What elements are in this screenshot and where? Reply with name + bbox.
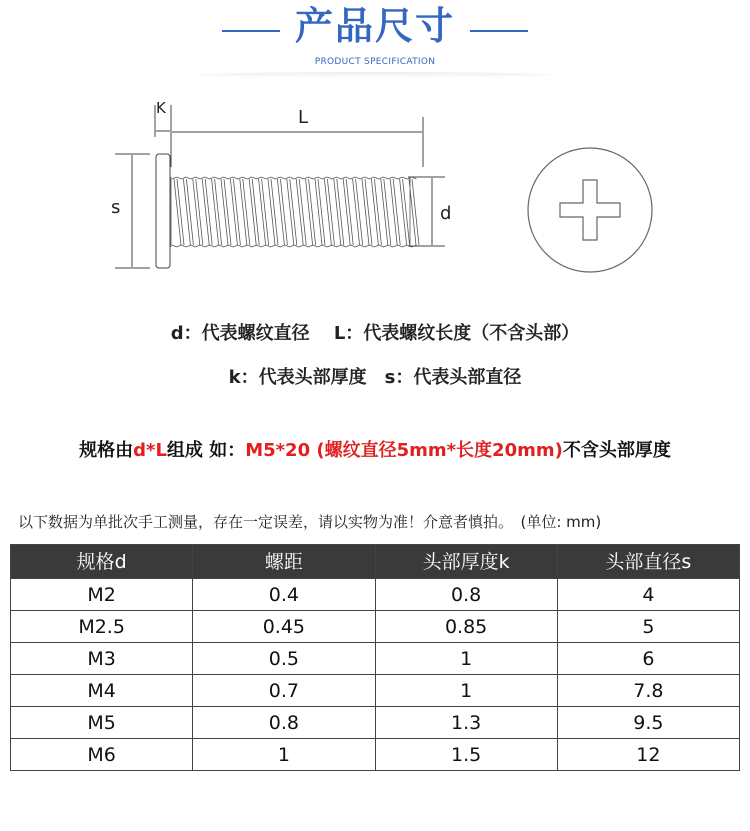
- table-cell: 9.5: [557, 707, 739, 739]
- table-cell: M6: [11, 739, 193, 771]
- phillips-head-icon: [525, 145, 655, 275]
- table-cell: 1.5: [375, 739, 557, 771]
- table-cell: 5: [557, 611, 739, 643]
- table-cell: 7.8: [557, 675, 739, 707]
- legend-line-1: d：代表螺纹直径 L：代表螺纹长度（不含头部）: [170, 323, 580, 344]
- table-row: [11, 579, 740, 611]
- col-header: 头部厚度k: [375, 545, 557, 579]
- table-row: [11, 739, 740, 771]
- table-cell: 1: [375, 643, 557, 675]
- table-cell: M4: [11, 675, 193, 707]
- table-cell: 4: [557, 579, 739, 611]
- divider: [222, 30, 280, 32]
- spec-format: 规格由d*L组成 如：M5*20 (螺纹直径5mm*长度20mm)不含头部厚度: [79, 440, 671, 461]
- label-d: d: [440, 203, 452, 224]
- table-cell: 1: [375, 675, 557, 707]
- table-cell: M5: [11, 707, 193, 739]
- table-cell: 6: [557, 643, 739, 675]
- table-cell: 0.85: [375, 611, 557, 643]
- table-cell: M2: [11, 579, 193, 611]
- label-l: L: [298, 107, 309, 128]
- table-row: [11, 707, 740, 739]
- table-cell: 0.45: [193, 611, 375, 643]
- table-cell: 0.8: [193, 707, 375, 739]
- table-cell: M2.5: [11, 611, 193, 643]
- page-subtitle: PRODUCT SPECIFICATION: [314, 57, 436, 67]
- table-row: [11, 643, 740, 675]
- table-cell: 1.3: [375, 707, 557, 739]
- table-cell: 1: [193, 739, 375, 771]
- table-cell: 0.5: [193, 643, 375, 675]
- table-row: [11, 675, 740, 707]
- table-cell: 12: [557, 739, 739, 771]
- col-header: 规格d: [11, 545, 193, 579]
- table-row: [11, 611, 740, 643]
- divider: [470, 30, 528, 32]
- page-title: 产品尺寸: [294, 4, 456, 48]
- label-k: K: [156, 99, 166, 117]
- screw-diagram: [100, 95, 460, 275]
- table-header: [11, 545, 740, 579]
- section-header: [0, 0, 750, 80]
- size-table: [10, 544, 740, 771]
- table-cell: 0.8: [375, 579, 557, 611]
- table-cell: M3: [11, 643, 193, 675]
- legend-line-2: k：代表头部厚度 s：代表头部直径: [228, 367, 522, 388]
- col-header: 头部直径s: [557, 545, 739, 579]
- screw-threads: [171, 177, 419, 247]
- col-header: 螺距: [193, 545, 375, 579]
- label-s: s: [111, 197, 121, 218]
- measurement-note: 以下数据为单批次手工测量，存在一定误差，请以实物为准！介意者慎拍。 (单位: mm): [18, 513, 602, 531]
- table-cell: 0.4: [193, 579, 375, 611]
- table-cell: 0.7: [193, 675, 375, 707]
